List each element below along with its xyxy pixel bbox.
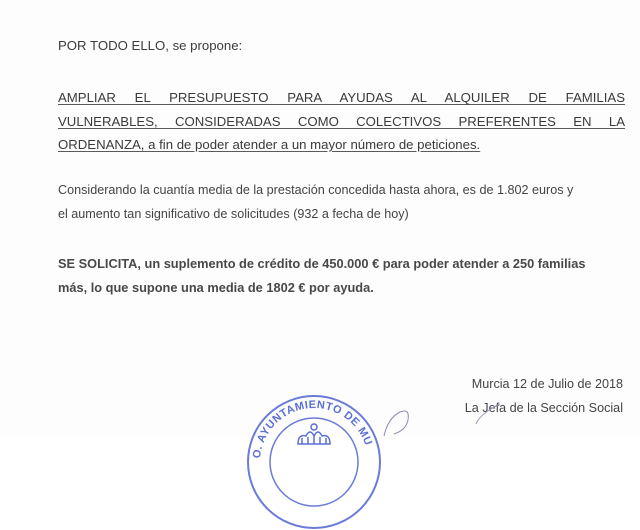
request-line-1: SE SOLICITA, un suplemento de crédito de 450.000 € para poder atender a 250 familias <box>58 256 586 271</box>
request-line-2: más, lo que supone una media de 1802 € por ayuda. <box>58 280 374 295</box>
proposal-line-3: ORDENANZA, a fin de poder atender a un mayor número de peticiones. <box>58 137 481 152</box>
considering-line-1: Considerando la cuantía media de la prestación concedida hasta ahora, es de 1.802 euros y <box>58 183 574 197</box>
signer-title: La Jefa de la Sección Social <box>464 401 623 415</box>
place-date: Murcia 12 de Julio de 2018 <box>471 377 623 391</box>
crown-icon <box>298 424 330 444</box>
municipal-stamp <box>246 394 382 530</box>
intro-heading: POR TODO ELLO, se propone: <box>58 38 243 53</box>
considering-line-2: el aumento tan significativo de solicitudes (932 a fecha de hoy) <box>58 207 409 221</box>
proposal-line-1: AMPLIAR EL PRESUPUESTO PARA AYUDAS AL ALQUILER DE FAMILIAS <box>58 90 625 105</box>
handwritten-signature <box>380 400 500 440</box>
proposal-line-2: VULNERABLES, CONSIDERADAS COMO COLECTIVOS PREFERENTES EN LA <box>58 114 625 129</box>
svg-text:O. AYUNTAMIENTO DE MU: O. AYUNTAMIENTO DE MU <box>251 398 375 460</box>
